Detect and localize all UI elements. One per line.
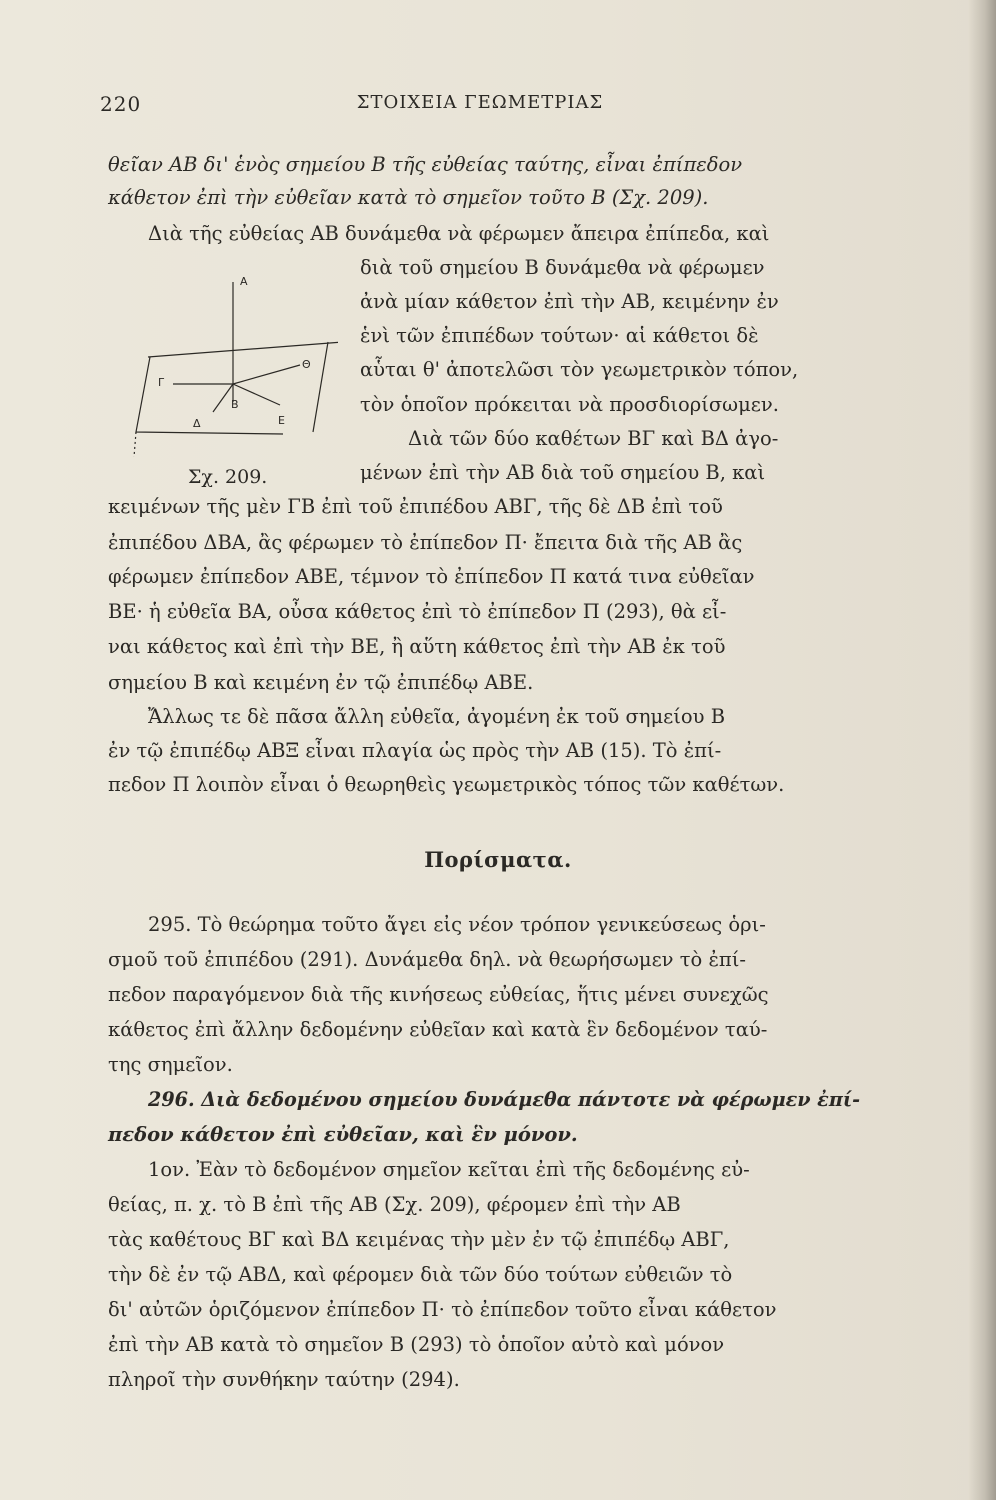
text-line-14: ΒΕ· ἡ εὐθεῖα ΒΑ, οὖσα κάθετος ἐπὶ τὸ ἐπίπεδον Π (293), θὰ εἶ- (108, 600, 727, 623)
line-BE (233, 384, 280, 405)
line-BTh (233, 365, 300, 384)
text-line-15: ναι κάθετος καὶ ἐπὶ τὴν ΒΕ, ἢ αὕτη κάθετος ἐπὶ τὴν ΑΒ ἐκ τοῦ (108, 635, 726, 658)
text-line-11: κειμένων τῆς μὲν ΓΒ ἐπὶ τοῦ ἐπιπέδου ΑΒΓ, τῆς δὲ ΔΒ ἐπὶ τοῦ (108, 495, 723, 518)
running-head: ΣΤΟΙΧΕΙΑ ΓΕΩΜΕΤΡΙΑΣ (356, 92, 604, 113)
page-number: 220 (100, 92, 142, 116)
text-line-18: ἐν τῷ ἐπιπέδῳ ΑΒΞ εἶναι πλαγία ὡς πρὸς τὴν ΑΒ (15). Τὸ ἐπί- (108, 739, 722, 762)
text-line-4: διὰ τοῦ σημείου Β δυνάμεθα νὰ φέρωμεν (360, 256, 765, 279)
text-line-21: σμοῦ τοῦ ἐπιπέδου (291). Δυνάμεθα δηλ. νὰ θεωρήσωμεν τὸ ἐπί- (108, 948, 746, 971)
text-line-13: φέρωμεν ἐπίπεδον ΑΒΕ, τέμνον τὸ ἐπίπεδον Π κατά τινα εὐθεῖαν (108, 565, 755, 588)
text-line-10: μένων ἐπὶ τὴν ΑΒ διὰ τοῦ σημείου Β, καὶ (360, 461, 766, 484)
text-line-7: αὗται θ' ἀποτελῶσι τὸν γεωμετρικὸν τόπον, (360, 358, 799, 381)
text-line-29: τὰς καθέτους ΒΓ καὶ ΒΔ κειμένας τὴν μὲν ἐν τῷ ἐπιπέδῳ ΑΒΓ, (108, 1228, 730, 1251)
label-B: Β (231, 398, 239, 411)
text-line-1: θεῖαν ΑΒ δι' ἑνὸς σημείου Β τῆς εὐθείας ταύτης, εἶναι ἐπίπεδον (108, 153, 743, 176)
text-line-28: θείας, π. χ. τὸ Β ἐπὶ τῆς ΑΒ (Σχ. 209), φέρομεν ἐπὶ τὴν ΑΒ (108, 1193, 681, 1216)
text-line-17: Ἄλλως τε δὲ πᾶσα ἄλλη εὐθεῖα, ἀγομένη ἐκ τοῦ σημείου Β (148, 705, 726, 728)
text-line-31: δι' αὐτῶν ὁριζόμενον ἐπίπεδον Π· τὸ ἐπίπεδον τοῦτο εἶναι κάθετον (108, 1298, 777, 1321)
text-line-8: τὸν ὁποῖον πρόκειται νὰ προσδιορίσωμεν. (360, 393, 779, 416)
text-line-27: 1ον. Ἐὰν τὸ δεδομένον σημεῖον κεῖται ἐπὶ τῆς δεδομένης εὐ- (148, 1158, 750, 1181)
spine-shadow (968, 0, 996, 1500)
text-line-19: πεδον Π λοιπὸν εἶναι ὁ θεωρηθεὶς γεωμετρικὸς τόπος τῶν καθέτων. (108, 773, 785, 796)
label-E: Ε (278, 414, 285, 427)
text-line-6: ἑνὶ τῶν ἐπιπέδων τούτων· αἱ κάθετοι δὲ (360, 324, 759, 347)
text-line-16: σημείου Β καὶ κειμένη ἐν τῷ ἐπιπέδῳ ΑΒΕ. (108, 671, 534, 694)
label-A: Α (240, 275, 248, 288)
text-line-12: ἐπιπέδου ΔΒΑ, ἂς φέρωμεν τὸ ἐπίπεδον Π· ἔπειτα διὰ τῆς ΑΒ ἂς (108, 531, 743, 554)
text-line-32: ἐπὶ τὴν ΑΒ κατὰ τὸ σημεῖον Β (293) τὸ ὁποῖον αὐτὸ καὶ μόνον (108, 1333, 725, 1356)
text-line-30: τὴν δὲ ἐν τῷ ΑΒΔ, καὶ φέρομεν διὰ τῶν δύο τούτων εὐθειῶν τὸ (108, 1263, 733, 1286)
text-line-22: πεδον παραγόμενον διὰ τῆς κινήσεως εὐθείας, ἥτις μένει συνεχῶς (108, 983, 769, 1006)
text-line-5: ἀνὰ μίαν κάθετον ἐπὶ τὴν ΑΒ, κειμένην ἐν (360, 290, 779, 313)
label-G: Γ (158, 376, 165, 389)
label-Th: Θ (302, 358, 311, 371)
figure-209 (128, 262, 338, 462)
page-header (100, 92, 860, 122)
section-heading: Πορίσματα. (424, 847, 572, 872)
text-line-24: της σημεῖον. (108, 1053, 233, 1076)
text-line-25: 296. Διὰ δεδομένου σημείου δυνάμεθα πάντοτε νὰ φέρωμεν ἐπί- (148, 1088, 861, 1111)
line-BD (213, 384, 233, 412)
text-line-9: Διὰ τῶν δύο καθέτων ΒΓ καὶ ΒΔ ἀγο- (408, 427, 779, 450)
text-line-23: κάθετος ἐπὶ ἄλλην δεδομένην εὐθεῖαν καὶ κατὰ ἓν δεδομένον ταύ- (108, 1018, 768, 1041)
text-line-26: πεδον κάθετον ἐπὶ εὐθεῖαν, καὶ ἓν μόνον. (108, 1123, 578, 1146)
text-line-20: 295. Τὸ θεώρημα τοῦτο ἄγει εἰς νέον τρόπον γενικεύσεως ὁρι- (148, 913, 766, 936)
figure-209-diagram (128, 262, 338, 462)
figure-caption: Σχ. 209. (188, 466, 268, 488)
text-line-3: Διὰ τῆς εὐθείας ΑΒ δυνάμεθα νὰ φέρωμεν ἄπειρα ἐπίπεδα, καὶ (148, 222, 770, 245)
label-D: Δ (193, 417, 201, 430)
text-line-2: κάθετον ἐπὶ τὴν εὐθεῖαν κατὰ τὸ σημεῖον τοῦτο Β (Σχ. 209). (108, 186, 709, 209)
text-line-33: πληροῖ τὴν συνθήκην ταύτην (294). (108, 1368, 460, 1391)
